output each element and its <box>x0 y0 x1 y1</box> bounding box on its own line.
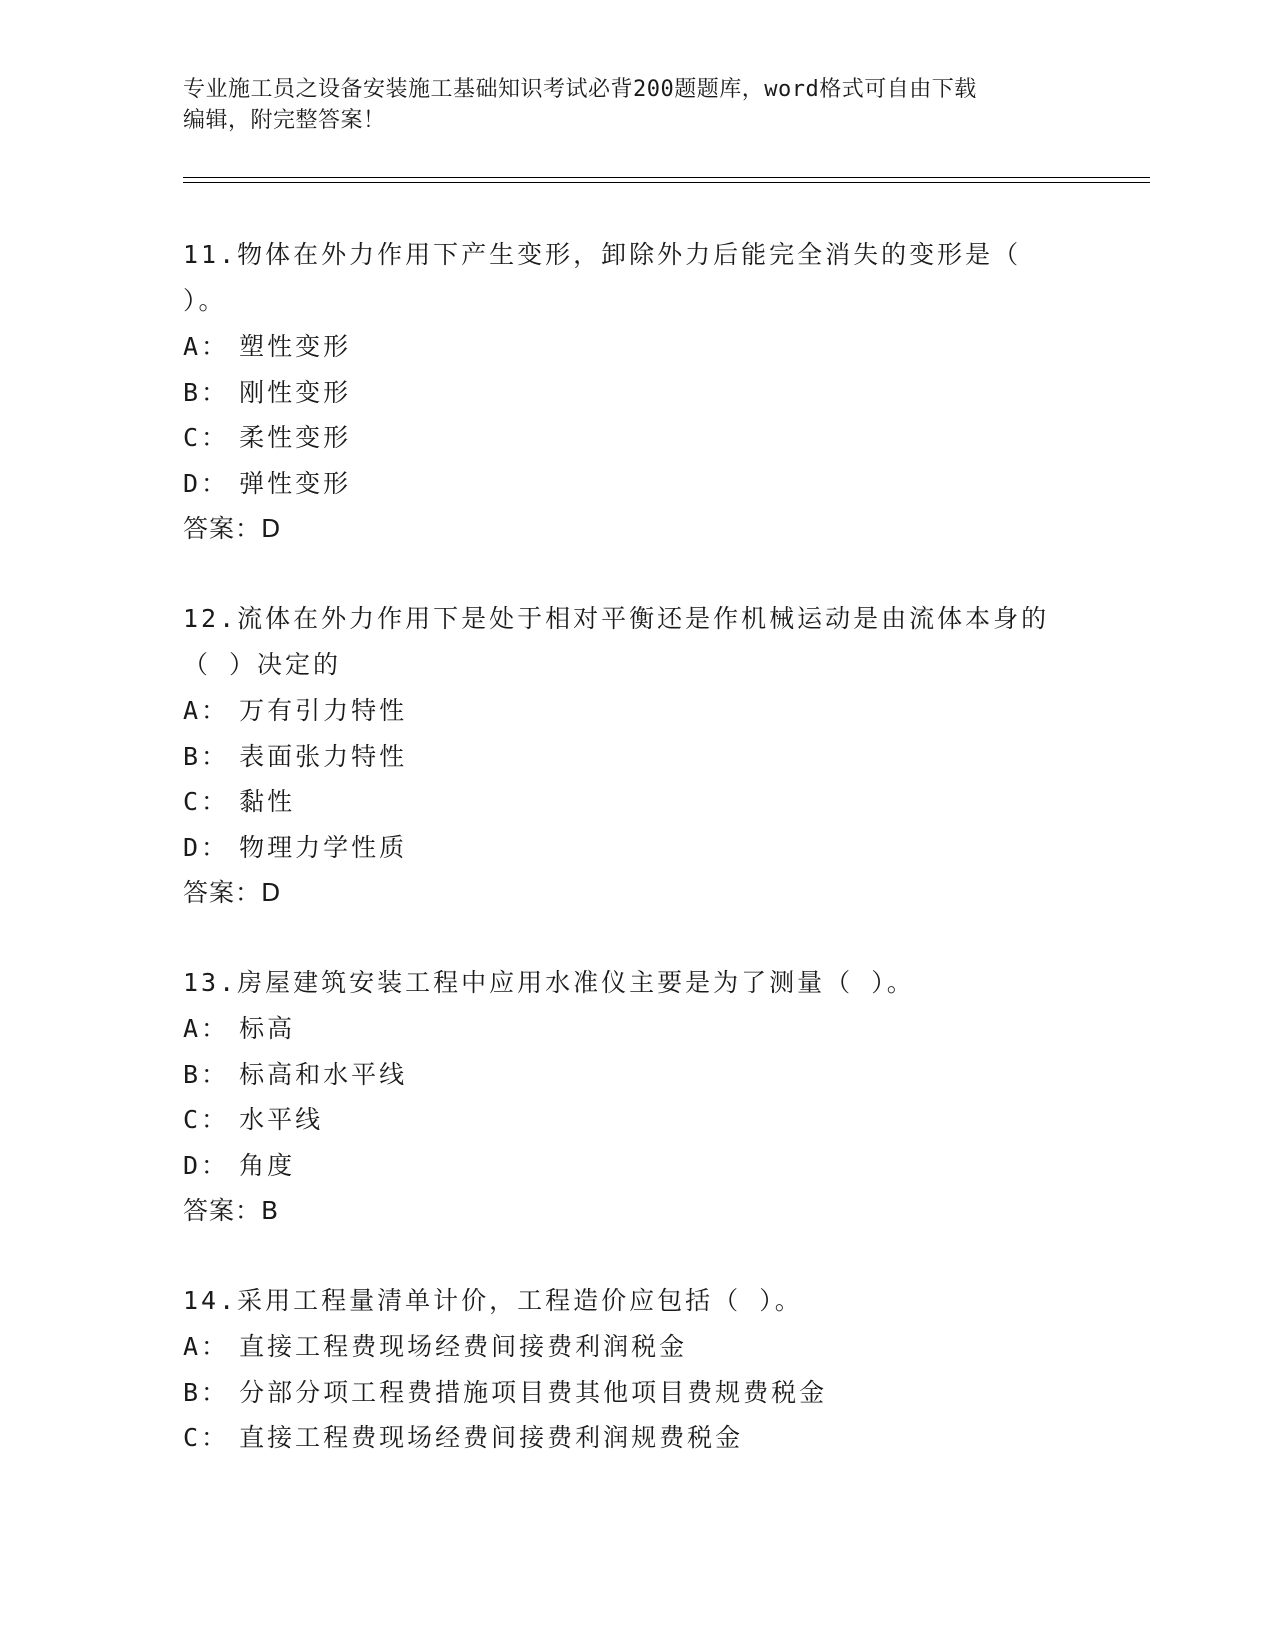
option-letter: A： <box>183 332 230 361</box>
option-letter: D： <box>183 1150 230 1180</box>
question-list <box>183 232 1083 1461</box>
option-text: 弹性变形 <box>239 468 352 498</box>
option-text: 物理力学性质 <box>239 832 408 862</box>
option-letter: B： <box>183 377 230 407</box>
option-letter: B： <box>183 1377 230 1407</box>
option-letter: C： <box>183 1423 230 1452</box>
answer-option <box>183 734 1083 780</box>
option-text: 直接工程费现场经费间接费利润税金 <box>239 1332 688 1361</box>
option-letter: C： <box>183 1105 230 1134</box>
option-text: 塑性变形 <box>239 332 352 361</box>
option-text: 表面张力特性 <box>239 741 408 771</box>
option-letter: D： <box>183 832 230 862</box>
answer-option <box>183 825 1083 871</box>
header-line-2: 编辑，附完整答案！ <box>183 108 386 133</box>
question-stem-continued: （ ）决定的 <box>183 650 342 679</box>
question-stem: 11.物体在外力作用下产生变形，卸除外力后能完全消失的变形是（ <box>183 240 1022 269</box>
header-divider-top <box>183 177 1150 178</box>
answer-option <box>183 688 1083 734</box>
option-letter: A： <box>183 696 230 725</box>
answer-option <box>183 779 1083 825</box>
answer-option <box>183 1415 1083 1461</box>
question-block <box>183 232 1083 552</box>
answer-option <box>183 415 1083 461</box>
option-text: 刚性变形 <box>239 377 352 407</box>
answer-option <box>183 1052 1083 1098</box>
option-letter: D： <box>183 468 230 498</box>
question-block <box>183 1278 1083 1461</box>
option-text: 分部分项工程费措施项目费其他项目费规费税金 <box>239 1377 828 1407</box>
option-letter: B： <box>183 741 230 771</box>
answer-option <box>183 1006 1083 1052</box>
option-text: 水平线 <box>239 1105 324 1134</box>
option-text: 直接工程费现场经费间接费利润规费税金 <box>239 1423 744 1452</box>
answer-option <box>183 1324 1083 1370</box>
answer-key: 答案：D <box>183 514 282 543</box>
answer-option <box>183 370 1083 416</box>
answer-option <box>183 324 1083 370</box>
answer-option <box>183 1143 1083 1189</box>
answer-key: 答案：B <box>183 1196 280 1225</box>
option-text: 万有引力特性 <box>239 696 408 725</box>
option-letter: B： <box>183 1059 230 1089</box>
option-text: 黏性 <box>239 787 296 816</box>
option-letter: C： <box>183 423 230 452</box>
answer-key: 答案：D <box>183 878 282 907</box>
option-letter: C： <box>183 787 230 816</box>
option-text: 柔性变形 <box>239 423 352 452</box>
answer-option <box>183 1097 1083 1143</box>
option-letter: A： <box>183 1332 230 1361</box>
question-stem: 12.流体在外力作用下是处于相对平衡还是作机械运动是由流体本身的 <box>183 604 1050 633</box>
question-stem-continued: ）。 <box>183 286 227 315</box>
option-text: 角度 <box>239 1150 296 1180</box>
answer-option <box>183 1370 1083 1416</box>
question-stem: 14.采用工程量清单计价，工程造价应包括（ ）。 <box>183 1286 803 1315</box>
option-letter: A： <box>183 1014 230 1043</box>
option-text: 标高和水平线 <box>239 1059 408 1089</box>
option-text: 标高 <box>239 1014 296 1043</box>
header-line-1: 专业施工员之设备安装施工基础知识考试必背200题题库，word格式可自由下载 <box>183 77 977 102</box>
answer-option <box>183 461 1083 507</box>
question-block <box>183 596 1083 916</box>
document-header <box>183 74 1083 136</box>
question-stem: 13.房屋建筑安装工程中应用水准仪主要是为了测量（ ）。 <box>183 968 915 997</box>
header-divider-bottom <box>183 182 1150 183</box>
question-block <box>183 960 1083 1234</box>
